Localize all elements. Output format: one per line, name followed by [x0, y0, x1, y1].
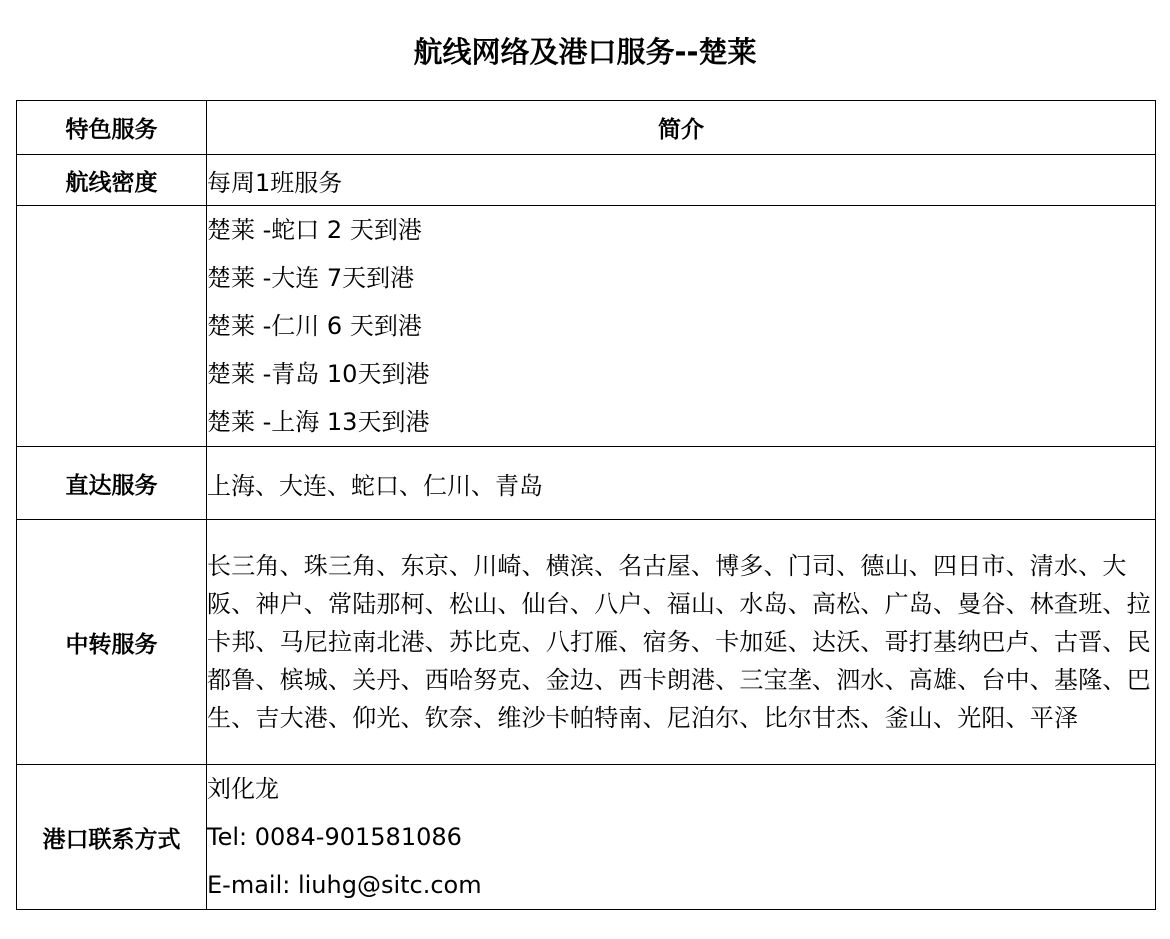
- table-row-transit-times: [17, 206, 1156, 447]
- table-header-row: [17, 101, 1156, 155]
- transshipment-label: 中转服务: [17, 520, 207, 765]
- service-table: [16, 100, 1156, 910]
- transit-time-item: 楚莱 -蛇口 2 天到港: [207, 216, 422, 244]
- contact-name: 刘化龙: [207, 775, 279, 803]
- table-row-transshipment: [17, 520, 1156, 765]
- transshipment-value: 长三角、珠三角、东京、川崎、横滨、名古屋、博多、门司、德山、四日市、清水、大阪、神户、常陆那柯、松山、仙台、八户、福山、水岛、高松、广岛、曼谷、林查班、拉卡邦、马尼拉南北港、苏比克、八打雁、宿务、卡加延、达沃、哥打基纳巴卢、古晋、民都鲁、槟城、关丹、西哈努克、金边、西卡朗港、三宝垄、泗水、高雄、台中、基隆、巴生、吉大港、仰光、钦奈、维沙卡帕特南、尼泊尔、比尔甘杰、釜山、光阳、平泽: [207, 520, 1156, 765]
- header-intro: 简介: [207, 101, 1156, 155]
- contact-email: E-mail: liuhg@sitc.com: [207, 871, 482, 899]
- transit-times-label: [17, 206, 207, 447]
- table-row-contact: [17, 765, 1156, 910]
- table-row-direct: [17, 447, 1156, 520]
- table-row-density: [17, 155, 1156, 206]
- direct-label: 直达服务: [17, 447, 207, 520]
- density-label: 航线密度: [17, 155, 207, 206]
- contact-label: 港口联系方式: [17, 765, 207, 910]
- transit-time-item: 楚莱 -大连 7天到港: [207, 264, 415, 292]
- transit-time-item: 楚莱 -青岛 10天到港: [207, 360, 430, 388]
- transit-time-item: 楚莱 -上海 13天到港: [207, 408, 430, 436]
- contact-tel: Tel: 0084-901581086: [207, 823, 462, 851]
- direct-value: 上海、大连、蛇口、仁川、青岛: [207, 447, 1156, 520]
- page-title: 航线网络及港口服务--楚莱: [413, 35, 757, 69]
- density-value: 每周1班服务: [207, 155, 1156, 206]
- header-feature: 特色服务: [17, 101, 207, 155]
- transit-times-list: [207, 206, 1156, 447]
- transit-time-item: 楚莱 -仁川 6 天到港: [207, 312, 422, 340]
- contact-details: [207, 765, 1156, 910]
